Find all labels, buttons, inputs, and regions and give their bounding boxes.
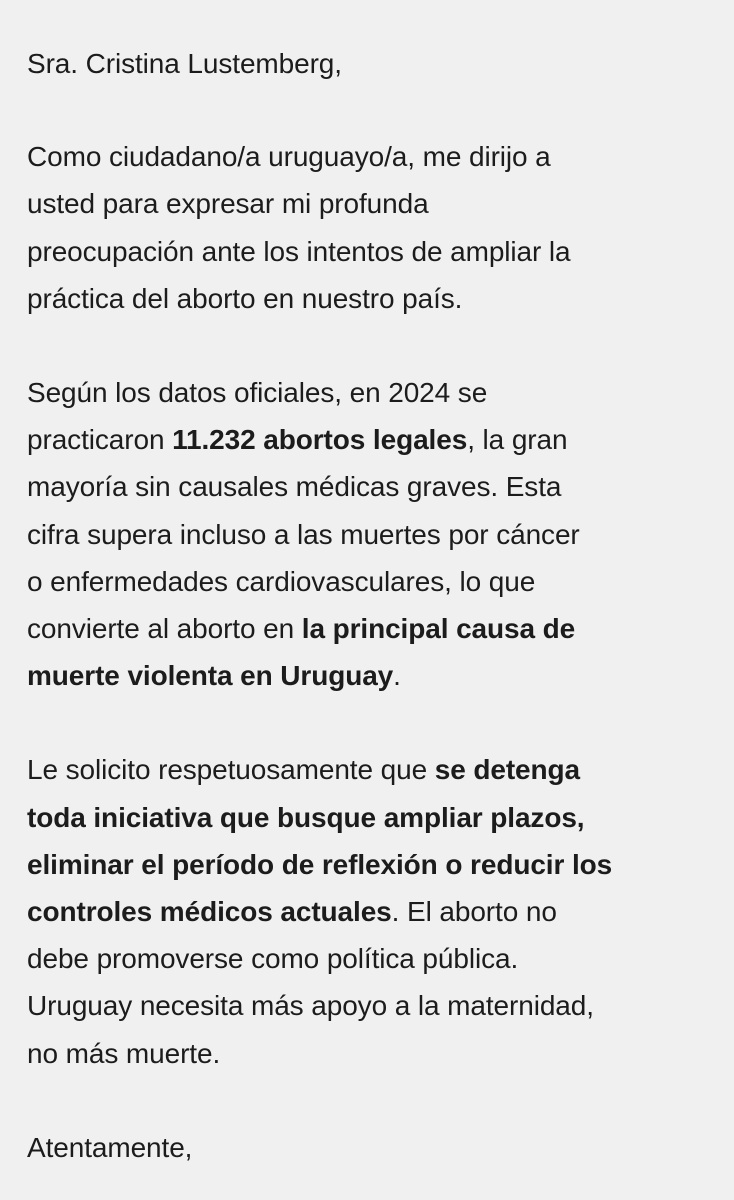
bold-text: muerte violenta en Uruguay [27, 660, 394, 692]
paragraph-line: preocupación ante los intentos de ampliar la [27, 235, 571, 267]
paragraph-line [27, 652, 694, 699]
text-run: . El aborto no [391, 896, 557, 928]
text-run: convierte al aborto en [27, 613, 302, 645]
paragraph-line [27, 416, 694, 463]
paragraph-statistics [27, 369, 694, 699]
text-run: . [393, 660, 401, 692]
paragraph-line: Uruguay necesita más apoyo a la maternidad, [27, 990, 594, 1022]
closing: Atentamente, [27, 1131, 193, 1163]
bold-text: toda iniciativa que busque ampliar plazos, [27, 801, 585, 833]
text-run: , la gran [467, 424, 568, 456]
text-run: practicaron [27, 424, 173, 456]
bold-text: eliminar el período de reflexión o reducir los [27, 848, 613, 880]
paragraph-line: mayoría sin causales médicas graves. Esta [27, 471, 562, 503]
paragraph-line [27, 888, 694, 935]
text-run: Le solicito respetuosamente que [27, 754, 435, 786]
paragraph-line: práctica del aborto en nuestro país. [27, 282, 463, 314]
paragraph-line: cifra supera incluso a las muertes por cáncer [27, 518, 580, 550]
bold-text: 11.232 abortos legales [172, 424, 468, 456]
paragraph-line: no más muerte. [27, 1037, 221, 1069]
paragraph-line [27, 841, 694, 888]
paragraph-line: usted para expresar mi profunda [27, 188, 429, 220]
salutation: Sra. Cristina Lustemberg, [27, 48, 342, 79]
paragraph-line [27, 794, 694, 841]
paragraph-line: Como ciudadano/a uruguayo/a, me dirijo a [27, 141, 551, 173]
paragraph-line [27, 605, 694, 652]
paragraph-line: o enfermedades cardiovasculares, lo que [27, 565, 536, 597]
bold-text: se detenga [434, 754, 581, 786]
paragraph-line [27, 746, 694, 793]
paragraph-line: debe promoverse como política pública. [27, 943, 519, 975]
paragraph-request [27, 746, 694, 1076]
bold-text: controles médicos actuales [27, 896, 392, 928]
paragraph-line: Según los datos oficiales, en 2024 se [27, 377, 488, 409]
paragraph-intro [27, 133, 694, 322]
bold-text: la principal causa de [301, 613, 576, 645]
